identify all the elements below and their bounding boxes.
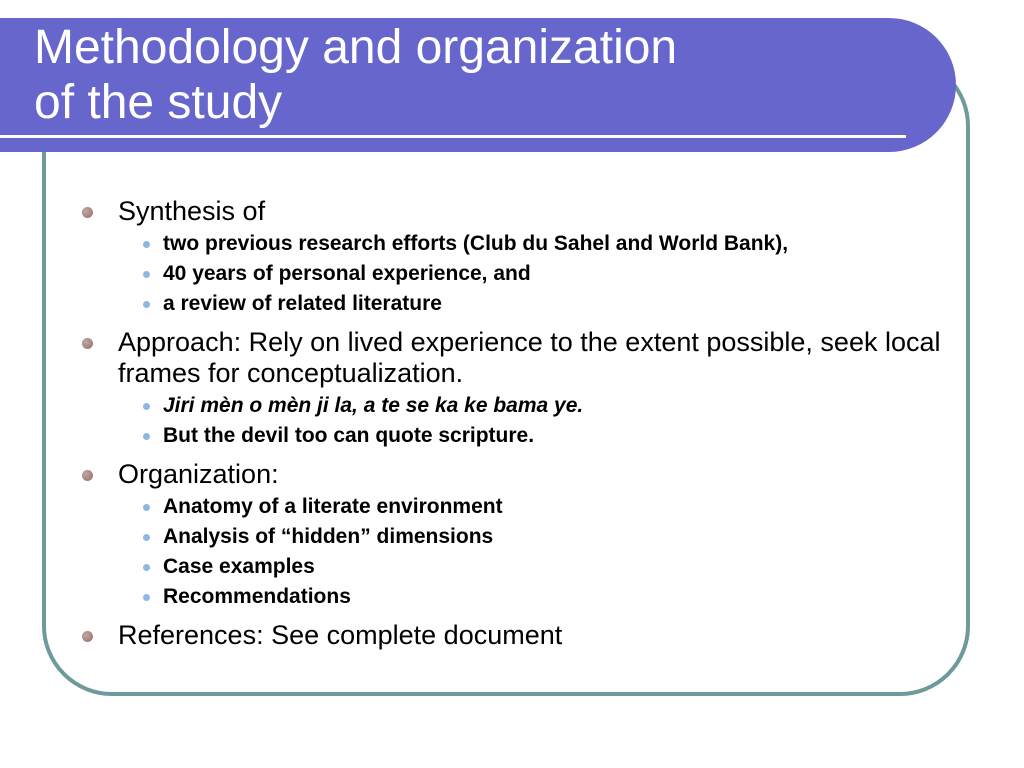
- sub-bullet-item: [118, 229, 958, 259]
- sub-bullet-text: a review of related literature: [163, 292, 442, 315]
- slide-title-line-1: Methodology and organization: [34, 21, 678, 74]
- sub-bullet-text-proverb: Jiri mèn o mèn ji la, a te se ka ke bama ye.: [163, 394, 584, 417]
- sub-bullet-list: [118, 492, 958, 612]
- sub-bullet-text: two previous research efforts (Club du Sahel and World Bank),: [163, 232, 789, 255]
- sub-bullet-dot-icon: [143, 534, 150, 541]
- sub-bullet-text: 40 years of personal experience, and: [163, 262, 531, 285]
- sub-bullet-dot-icon: [143, 301, 150, 308]
- bullet-item-approach: [78, 327, 958, 451]
- sub-bullet-item: [118, 421, 958, 451]
- sub-bullet-list: [118, 229, 958, 319]
- bullet-item-synthesis: [78, 196, 958, 319]
- bullet-text: Synthesis of: [118, 196, 266, 226]
- slide-title-line-2: of the study: [34, 76, 283, 129]
- bullet-item-organization: [78, 459, 958, 612]
- sub-bullet-dot-icon: [143, 271, 150, 278]
- bullet-text: Approach: Rely on lived experience to the extent possible, seek local frames for conceptualization.: [118, 327, 941, 388]
- bullet-item-references: [78, 620, 958, 651]
- bullet-dot-icon: [82, 631, 93, 642]
- sub-bullet-item: [118, 391, 958, 421]
- sub-bullet-dot-icon: [143, 403, 150, 410]
- sub-bullet-item: [118, 582, 958, 612]
- sub-bullet-item: [118, 522, 958, 552]
- title-underline: [0, 135, 906, 138]
- sub-bullet-text: But the devil too can quote scripture.: [163, 424, 535, 447]
- sub-bullet-dot-icon: [143, 594, 150, 601]
- sub-bullet-text: Recommendations: [163, 585, 351, 608]
- sub-bullet-dot-icon: [143, 241, 150, 248]
- sub-bullet-text: Anatomy of a literate environment: [163, 495, 503, 518]
- bullet-dot-icon: [82, 207, 93, 218]
- bullet-text: References: See complete document: [118, 620, 563, 650]
- slide-title: [34, 20, 677, 130]
- sub-bullet-item: [118, 289, 958, 319]
- sub-bullet-item: [118, 492, 958, 522]
- sub-bullet-text: Analysis of “hidden” dimensions: [163, 525, 494, 548]
- bullet-dot-icon: [82, 338, 93, 349]
- sub-bullet-dot-icon: [143, 504, 150, 511]
- bullet-text: Organization:: [118, 459, 279, 489]
- sub-bullet-list: [118, 391, 958, 451]
- sub-bullet-dot-icon: [143, 433, 150, 440]
- bullet-list: [78, 196, 958, 651]
- sub-bullet-text: Case examples: [163, 555, 315, 578]
- sub-bullet-item: [118, 552, 958, 582]
- sub-bullet-dot-icon: [143, 564, 150, 571]
- bullet-dot-icon: [82, 470, 93, 481]
- sub-bullet-item: [118, 259, 958, 289]
